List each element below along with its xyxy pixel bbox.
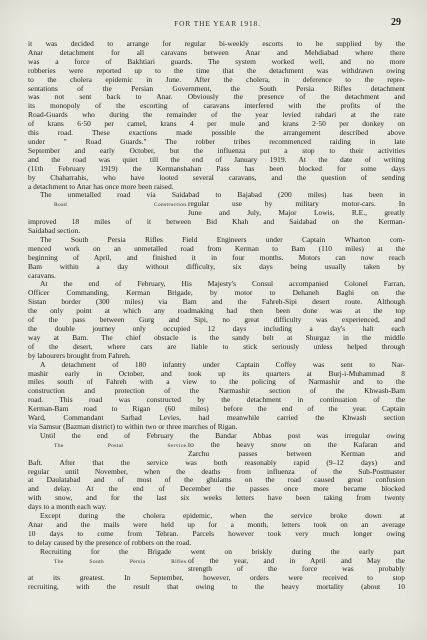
text-line: recruiting, with the result that owing to the heavy mortality (about 10 (28, 583, 405, 592)
text-line: June and July, Major Lowis, R.E., greatly (188, 209, 405, 218)
text-line: 10 days to come from Tehran. Parcels however took very much longer owing (28, 529, 405, 538)
side-heading-road-construction: Road Construction. (54, 202, 188, 209)
text-line: with snow, and for the last six weeks letters have been taking from twenty (28, 494, 405, 503)
text-line: menced work on an unmetalled road from Kerman to Bam (110 miles) at the (28, 244, 405, 253)
text-line: September and early October, but the influenza put a stop to their activities (28, 146, 405, 155)
text-line: miles south of Fahreh with a view to the policing of Narmashir and to the (28, 378, 405, 387)
text-line: of krans 6·50 per camel, krans 4 per mule and krans 2·50 per donkey on (28, 120, 405, 129)
text-line: sentations of the Persian Government, the South Persia Rifles detachment (28, 84, 405, 93)
page-header (30, 17, 405, 31)
text-line: A detachment of 180 infantry under Captain Coffey was sent to Nar- (40, 360, 405, 369)
side-heading-postal-service: The Postal Service. (54, 442, 188, 449)
text-line: to the cholera epidemic in June. After the cholera, in deference to the repre- (28, 75, 405, 84)
text-line: at its greatest. In September, however, orders were received to stop (28, 574, 405, 583)
side-heading-row (28, 209, 405, 218)
text-line: Anar and the mails were held up for a month, letters took on an average (28, 520, 405, 529)
text-line: Anar detachment for all caravans between Anar and Mehdiabad where there (28, 48, 405, 57)
text-line: At the end of February, His Majesty's Consul accompanied Colonel Farran, (40, 280, 405, 289)
text-line: Sistan border (300 miles) via Bam and the Fahreh-Sipi desert route. Although (28, 298, 405, 307)
text-line: beginning of April, and finished it in four months. Motors can now reach (28, 253, 405, 262)
text-line: Recruiting for the Brigade went on briskly during the early part (40, 547, 405, 556)
text-line: Bam within a day without difficulty, six days being usually taken by (28, 262, 405, 271)
text-line: The South Persia Rifles Field Engineers under Captain Wharton com- (40, 235, 405, 244)
text-line: strength of the force was probably (188, 565, 405, 574)
text-line: regular use by military motor-cars. In (188, 200, 405, 209)
text-line: Except during the cholera epidemic, when the service broke down at (40, 512, 405, 521)
side-heading-south-persia-rifles: The South Persia Rifles. (54, 558, 188, 565)
text-line: Until the end of February the Bandar Abbas post was irregular owing (40, 431, 405, 440)
text-line: days to a month each way. (28, 503, 107, 512)
text-line: a detachment to Anar has once more been raised. (28, 182, 174, 191)
text-line: mashir early in October, and took up its quarters at Burj-i-Muhammad 8 (28, 369, 405, 378)
text-line: to delay caused by the presence of robbers on the road. (28, 538, 192, 547)
running-head: FOR THE YEAR 1918. (174, 19, 261, 28)
side-heading-row (28, 441, 405, 450)
text-line: Zarchu passes between Kerman and (188, 449, 405, 458)
text-line: at Daulatabad and of most of the ghulams on the road caused great confusion (28, 476, 405, 485)
text-line: The unmetalled road via Saidabad to Bajabad (200 miles) has been in (40, 191, 405, 200)
body-text (28, 40, 405, 592)
text-line: way at Bam. The chief obstacle is the sandy belt at Shurgaz in the middle (28, 333, 405, 342)
text-line: Baft. After that the service was both reasonably rapid (9–12 days) and (28, 458, 405, 467)
text-line: (11th February 1919) the Kermanshahan Pass has been blocked for some days (28, 164, 405, 173)
text-line: via Samsur (Bazman district) to within two or three marches of Rigan. (28, 422, 238, 431)
text-line: its monopoly of the escorting of caravans interfered with the profits of the (28, 102, 405, 111)
side-heading-row (28, 200, 405, 209)
text-line: Road-Guards who during the remainder of the year levied rahdari at the rate (28, 111, 405, 120)
text-line: regular until November, when the deaths from influenza of the Sub-Postmaster (28, 467, 405, 476)
text-line: the only point at which any roadmaking had then been done was at the top (28, 307, 405, 316)
text-line: by Chaharrahis, who have looted several caravans, and the question of sending (28, 173, 405, 182)
text-line: of the year, and in April and May the (188, 556, 405, 565)
text-line: the double journey only occupied 12 days including a day's halt each (28, 325, 405, 333)
text-line: to the heavy snow on the Kafaran and (188, 440, 405, 449)
text-line: caravans. (28, 271, 56, 280)
text-line: it was decided to arrange for regular bi-weekly escorts to be supplied by the (28, 40, 405, 48)
text-line: was not sent back to Anar. Obviously the presence of the detachment and (28, 93, 405, 102)
text-line: was a force of Bakhtiari guards. The system worked well, and no more (28, 57, 405, 66)
text-line: road. This road was constructed by the detachment in continuation of the (28, 396, 405, 405)
text-line: and the road was quiet till the end of January 1919. At the date of writing (28, 155, 405, 164)
text-line: of the desert, where cars are liable to stick seriously unless helped through (28, 342, 405, 351)
text-line: Officer Commanding, Kerman Brigade, by motor to Dehaneh Baghi on the (28, 289, 405, 298)
text-line: construction and protection of the Narmashir section of the Khwash-Bam (28, 387, 405, 396)
page-number: 29 (391, 17, 401, 28)
side-heading-row (28, 565, 405, 574)
text-line: under " Road Guards." The robber tribes recommenced raiding in late (28, 137, 405, 146)
text-line: Ward, Commandant Sarhad Levies, had meanwhile carried the Khwash section (28, 414, 405, 423)
side-heading-row (28, 450, 405, 459)
text-line: this road. These exactions made possible the arrangement described above (28, 129, 405, 138)
text-line: Saidabad section. (28, 227, 81, 236)
text-line: of the pass between Gurg and Sipi, no great difficulty was experienced, and (28, 316, 405, 325)
text-line: robberies were reported up to the time that the detachment was withdrawn owing (28, 66, 405, 75)
text-line: improved 18 miles of it between Bid Khah and Saidabad on the Kerman- (28, 218, 405, 227)
text-line: and delay. At the end of December the passes once more became blocked (28, 485, 405, 494)
side-heading-row (28, 557, 405, 566)
text-line: by labourers brought from Fahreh. (28, 351, 131, 360)
text-line: Kerman-Bam road to Rigan (60 miles) before the end of the year. Captain (28, 405, 405, 414)
